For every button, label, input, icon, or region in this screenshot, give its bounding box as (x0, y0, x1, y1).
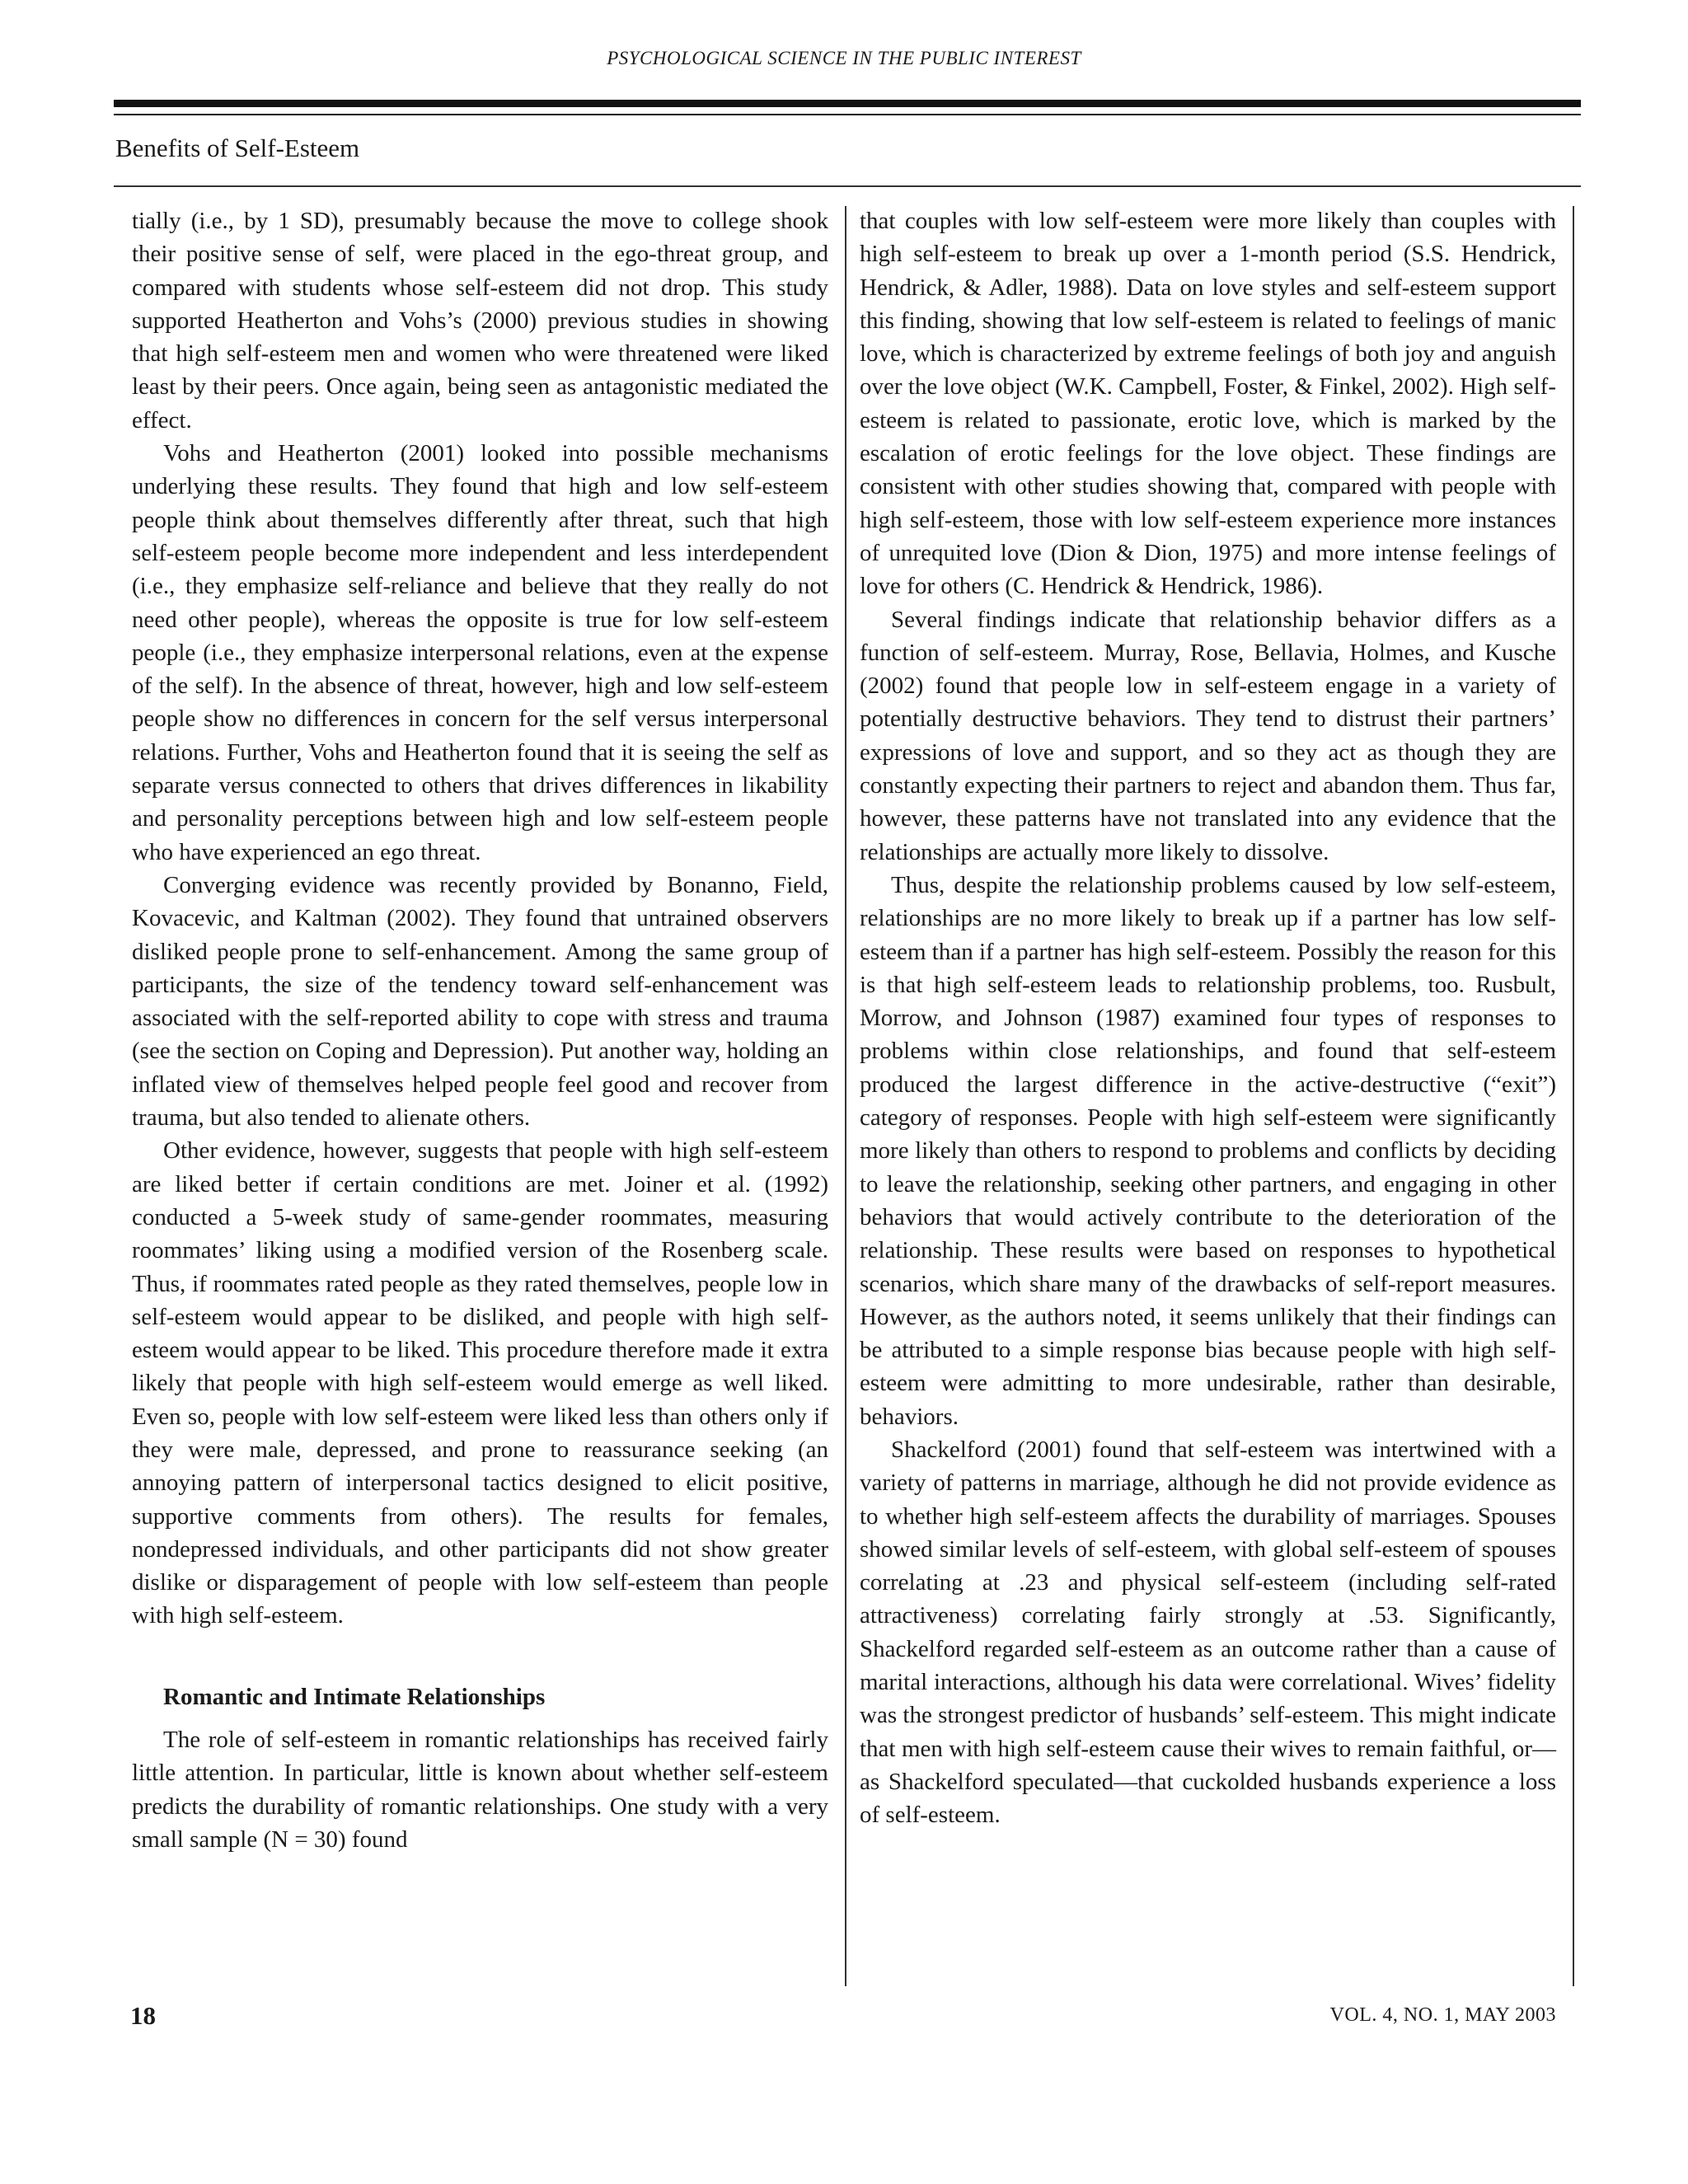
paragraph: Other evidence, however, suggests that people with high self-esteem are liked better if certain conditions are met. Joiner et al. (1992) conducted a 5-week study of same-gender roommates, measuring roommates’ liking using a modified version of the Rosenberg scale. Thus, if roommates rated people as they rated themselves, people low in self-esteem would appear to be disliked, and people with high self-esteem would appear to be liked. This procedure therefore made it extra likely that people with high self-esteem would emerge as well liked. Even so, people with low self-esteem were liked less than others only if they were male, depressed, and prone to reassurance seeking (an annoying pattern of interpersonal tactics designed to elicit positive, supportive comments from others). The results for females, nondepressed individuals, and other participants did not show greater dislike or disparagement of people with low self-esteem than people with high self-esteem. (132, 1137, 828, 1629)
volume-info: VOL. 4, NO. 1, MAY 2003 (1329, 2004, 1556, 2026)
left-column (132, 204, 828, 1856)
paragraph: Shackelford (2001) found that self-esteem was intertwined with a variety of patterns in marriage, although he did not provide evidence as to whether high self-esteem affects the durability of marriages. Spouses showed similar levels of self-esteem, with global self-esteem of spouses correlating at .23 and physical self-esteem (including self-rated attractiveness) correlating fairly strongly at .53. Significantly, Shackelford regarded self-esteem as an outcome rather than a cause of marital interactions, although his data were correlational. Wives’ fidelity was the strongest predictor of husbands’ self-esteem. This might indicate that men with high self-esteem cause their wives to remain faithful, or—as Shackelford speculated—that cuckolded husbands experience a loss of self-esteem. (860, 1436, 1556, 1829)
journal-title: PSYCHOLOGICAL SCIENCE IN THE PUBLIC INTEREST (607, 48, 1081, 68)
column-divider (845, 206, 846, 1986)
subsection-heading: Romantic and Intimate Relationships (163, 1683, 546, 1710)
paragraph: The role of self-esteem in romantic relationships has received fairly little attention. In particular, little is known about whether self-esteem predicts the durability of romantic relationships. One study with a very small sample (N = 30) found (132, 1727, 828, 1853)
header-rule-thin (114, 114, 1581, 115)
header-rule-thick (114, 100, 1581, 107)
paragraph: Vohs and Heatherton (2001) looked into possible mechanisms underlying these results. They found that high and low self-esteem people think about themselves differently after threat, such that high self-esteem people become more independent and less interdependent (i.e., they emphasize self-reliance and believe that they really do not need other people), whereas the opposite is true for low self-esteem people (i.e., they emphasize interpersonal relations, even at the expense of the self). In the absence of threat, however, high and low self-esteem people show no differences in concern for the self versus interpersonal relations. Further, Vohs and Heatherton found that it is seeing the self as separate versus connected to others that drives differences in likability and personality perceptions between high and low self-esteem people who have experienced an ego threat. (132, 440, 828, 865)
paragraph: Several findings indicate that relationship behavior differs as a function of self-esteem. Murray, Rose, Bellavia, Holmes, and Kusche (2002) found that people low in self-esteem engage in a variety of potentially destructive behaviors. They tend to distrust their partners’ expressions of love and support, and so they act as though they are constantly expecting their partners to reject and abandon them. Thus far, however, these patterns have not translated into any evidence that the relationships are actually more likely to dissolve. (860, 606, 1556, 865)
page-number: 18 (130, 2001, 156, 2030)
paragraph: Thus, despite the relationship problems caused by low self-esteem, relationships are no more likely to break up if a partner has low self-esteem than if a partner has high self-esteem. Possibly the reason for this is that high self-esteem leads to relationship problems, too. Rusbult, Morrow, and Johnson (1987) examined four types of responses to problems within close relationships, and found that self-esteem produced the largest difference in the active-destructive (“exit”) category of responses. People with high self-esteem were significantly more likely than others to respond to problems and conflicts by deciding to leave the relationship, seeking other partners, and engaging in other behaviors that would actively contribute to the deterioration of the relationship. These results were based on responses to hypothetical scenarios, which share many of the drawbacks of self-report measures. However, as the authors noted, it seems unlikely that their findings can be attributed to a simple response bias because people with high self-esteem were admitting to more undesirable, rather than desirable, behaviors. (860, 871, 1556, 1430)
right-margin-rule (1573, 206, 1574, 1986)
section-rule (114, 185, 1581, 187)
section-title: Benefits of Self-Esteem (115, 134, 360, 162)
paragraph: tially (i.e., by 1 SD), presumably because the move to college shook their positive sense of self, were placed in the ego-threat group, and compared with students whose self-esteem did not drop. This study supported Heatherton and Vohs’s (2000) previous studies in showing that high self-esteem men and women who were threatened were liked least by their peers. Once again, being seen as antagonistic mediated the effect. (132, 208, 828, 434)
paragraph: that couples with low self-esteem were more likely than couples with high self-esteem to break up over a 1-month period (S.S. Hendrick, Hendrick, & Adler, 1988). Data on love styles and self-esteem support this finding, showing that low self-esteem is related to feelings of manic love, which is characterized by extreme feelings of both joy and anguish over the love object (W.K. Campbell, Foster, & Finkel, 2002). High self-esteem is related to passionate, erotic love, which is marked by the escalation of erotic feelings for the love object. These findings are consistent with other studies showing that, compared with people with high self-esteem, those with low self-esteem experience more instances of unrequited love (Dion & Dion, 1975) and more intense feelings of love for others (C. Hendrick & Hendrick, 1986). (860, 208, 1556, 600)
right-column (860, 204, 1556, 1832)
paragraph: Converging evidence was recently provided by Bonanno, Field, Kovacevic, and Kaltman (2002). They found that untrained observers disliked people prone to self-enhancement. Among the same group of participants, the size of the tendency toward self-enhancement was associated with the self-reported ability to cope with stress and trauma (see the section on Coping and Depression). Put another way, holding an inflated view of themselves helped people feel good and recover from trauma, but also tended to alienate others. (132, 871, 828, 1132)
